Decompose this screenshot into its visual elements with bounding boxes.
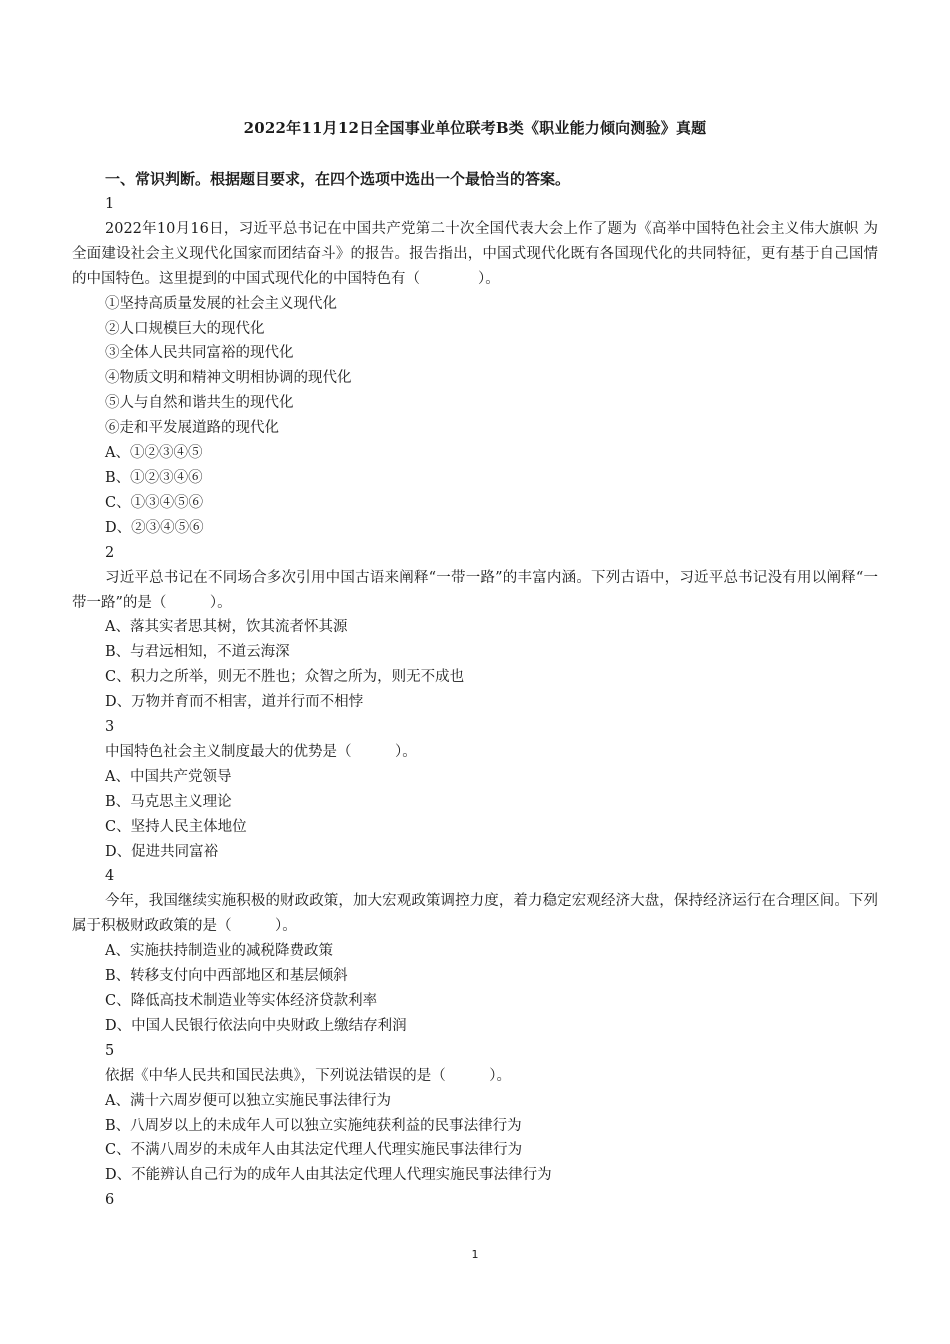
statement-item: ④物质文明和精神文明相协调的现代化 <box>105 370 352 387</box>
question-number: 3 <box>105 719 115 736</box>
statement-item: ②人口规模巨大的现代化 <box>105 320 265 337</box>
answer-option: C、①③④⑤⑥ <box>105 494 204 511</box>
answer-option: A、中国共产党领导 <box>105 768 232 785</box>
page-number: 1 <box>471 1248 479 1261</box>
answer-option: B、八周岁以上的未成年人可以独立实施纯获利益的民事法律行为 <box>105 1117 522 1134</box>
question-list <box>72 192 878 1213</box>
question-number: 5 <box>105 1042 115 1059</box>
answer-option: B、转移支付向中西部地区和基层倾斜 <box>105 968 348 985</box>
question-number: 1 <box>105 196 115 212</box>
question-stem: 依据《中华人民共和国民法典》，下列说法错误的是（ ）。 <box>105 1067 511 1084</box>
section-heading: 一、常识判断。根据题目要求，在四个选项中选出一个最恰当的答案。 <box>105 170 571 188</box>
answer-option: C、不满八周岁的未成年人由其法定代理人代理实施民事法律行为 <box>105 1142 523 1159</box>
answer-option: A、实施扶持制造业的减税降费政策 <box>105 943 333 960</box>
answer-option: B、马克思主义理论 <box>105 793 232 810</box>
question-stem: 2022年10月16日，习近平总书记在中国共产党第二十次全国代表大会上作了题为《高举中国特色社会主义伟大旗帜 为全面建设社会主义现代化国家而团结奋斗》的报告。报告指出，中国式现代化既有各国现代化的共同特征，更有基于自己国情的中国特色。这里提到的中国式现代化的中国特色有（ ）。 <box>72 220 878 287</box>
answer-option: D、不能辨认自己行为的成年人由其法定代理人代理实施民事法律行为 <box>105 1167 552 1184</box>
answer-option: A、①②③④⑤ <box>105 445 203 462</box>
question-stem: 今年，我国继续实施积极的财政政策，加大宏观政策调控力度，着力稳定宏观经济大盘，保持经济运行在合理区间。下列属于积极财政政策的是（ ）。 <box>72 893 878 935</box>
answer-option: C、降低高技术制造业等实体经济贷款利率 <box>105 993 378 1009</box>
question-stem: 习近平总书记在不同场合多次引用中国古语来阐释“一带一路”的丰富内涵。下列古语中，习近平总书记没有用以阐释“一带一路”的是（ ）。 <box>72 569 878 611</box>
document-title: 2022年11月12日全国事业单位联考B类《职业能力倾向测验》真题 <box>243 119 707 137</box>
answer-option: C、积力之所举，则无不胜也；众智之所为，则无不成也 <box>105 669 465 686</box>
answer-option: A、满十六周岁便可以独立实施民事法律行为 <box>105 1092 391 1109</box>
statement-item: ⑤人与自然和谐共生的现代化 <box>105 395 294 412</box>
answer-option: C、坚持人民主体地位 <box>105 818 247 835</box>
answer-option: A、落其实者思其树，饮其流者怀其源 <box>105 619 348 636</box>
answer-option: D、促进共同富裕 <box>105 843 219 860</box>
answer-option: D、中国人民银行依法向中央财政上缴结存利润 <box>105 1017 407 1034</box>
answer-option: B、①②③④⑥ <box>105 469 203 486</box>
question-number: 2 <box>105 544 115 561</box>
answer-option: B、与君远相知，不道云海深 <box>105 644 290 661</box>
statement-item: ①坚持高质量发展的社会主义现代化 <box>105 295 337 312</box>
question-number: 6 <box>105 1192 115 1209</box>
statement-item: ③全体人民共同富裕的现代化 <box>105 345 294 362</box>
statement-item: ⑥走和平发展道路的现代化 <box>105 420 279 437</box>
answer-option: D、②③④⑤⑥ <box>105 519 204 536</box>
question-number: 4 <box>105 868 115 885</box>
question-stem: 中国特色社会主义制度最大的优势是（ ）。 <box>105 743 417 760</box>
answer-option: D、万物并育而不相害，道并行而不相悖 <box>105 694 364 711</box>
